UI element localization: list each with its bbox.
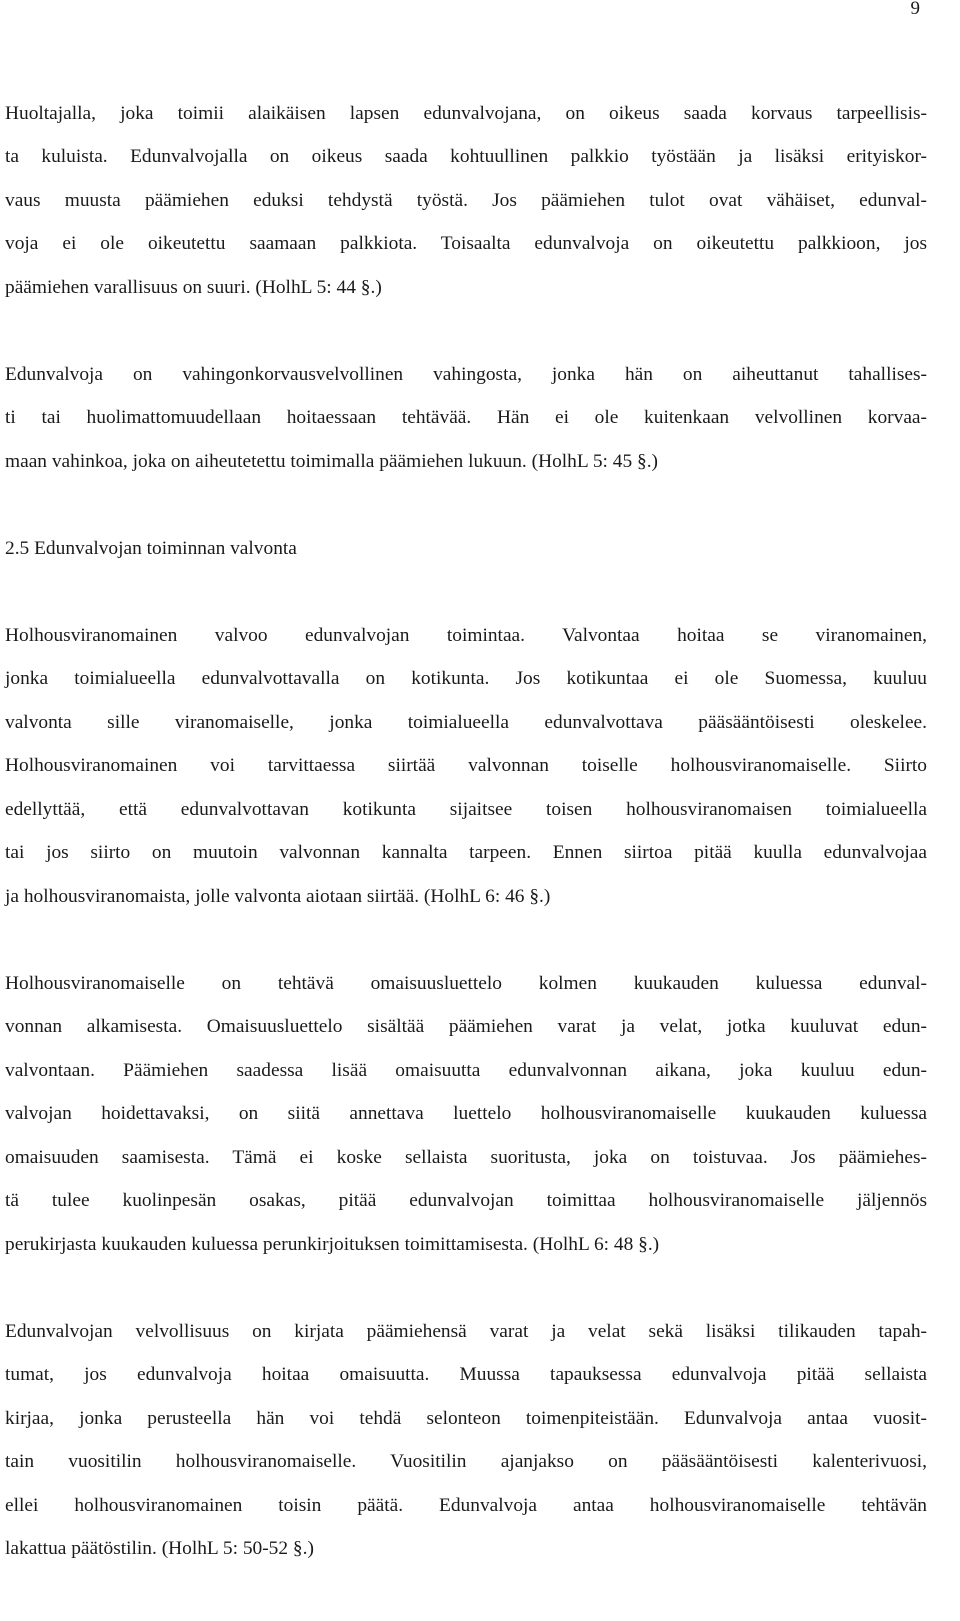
paragraph-4-line-5: omaisuuden saamisesta. Tämä ei koske sellaista suoritusta, joka on toistuvaa. Jos päämiehes- [5,1147,927,1168]
paragraph-3-line-4: Holhousviranomainen voi tarvittaessa siirtää valvonnan toiselle holhousviranomaiselle. Siirto [5,755,927,776]
paragraph-1-line-1: Huoltajalla, joka toimii alaikäisen lapsen edunvalvojana, on oikeus saada korvaus tarpeellisis- [5,103,927,124]
paragraph-4-line-7: perukirjasta kuukauden kuluessa perunkirjoituksen toimittamisesta. (HolhL 6: 48 §.) [5,1234,660,1255]
paragraph-5-line-4: tain vuositilin holhousviranomaiselle. Vuositilin ajanjakso on pääsääntöisesti kalenterivuosi, [5,1451,927,1472]
paragraph-5-line-5: ellei holhousviranomainen toisin päätä. Edunvalvoja antaa holhousviranomaiselle tehtävän [5,1495,927,1516]
paragraph-2-line-1: Edunvalvoja on vahingonkorvausvelvollinen vahingosta, jonka hän on aiheuttanut tahallises- [5,364,927,385]
paragraph-1-line-5: päämiehen varallisuus on suuri. (HolhL 5: 44 §.) [5,277,382,298]
paragraph-3-line-2: jonka toimialueella edunvalvottavalla on kotikunta. Jos kotikuntaa ei ole Suomessa, kuuluu [5,668,927,689]
paragraph-1-line-2: ta kuluista. Edunvalvojalla on oikeus saada kohtuullinen palkkio työstään ja lisäksi erityiskor- [5,146,927,167]
paragraph-3-line-3: valvonta sille viranomaiselle, jonka toimialueella edunvalvottava pääsääntöisesti oleskelee. [5,712,927,733]
paragraph-4-line-1: Holhousviranomaiselle on tehtävä omaisuusluettelo kolmen kuukauden kuluessa edunval- [5,973,927,994]
paragraph-1-line-4: voja ei ole oikeutettu saamaan palkkiota. Toisaalta edunvalvoja on oikeutettu palkkioon, jos [5,233,927,254]
paragraph-5-line-3: kirjaa, jonka perusteella hän voi tehdä selonteon toimenpiteistään. Edunvalvoja antaa vuosit- [5,1408,927,1429]
paragraph-2-line-2: ti tai huolimattomuudellaan hoitaessaan tehtävää. Hän ei ole kuitenkaan velvollinen korvaa- [5,407,927,428]
paragraph-3-line-1: Holhousviranomainen valvoo edunvalvojan toimintaa. Valvontaa hoitaa se viranomainen, [5,625,927,646]
paragraph-2-line-3: maan vahinkoa, joka on aiheutetettu toimimalla päämiehen lukuun. (HolhL 5: 45 §.) [5,451,659,472]
paragraph-4-line-2: vonnan alkamisesta. Omaisuusluettelo sisältää päämiehen varat ja velat, jotka kuuluvat edun- [5,1016,927,1037]
paragraph-3-line-7: ja holhousviranomaista, jolle valvonta aiotaan siirtää. (HolhL 6: 46 §.) [5,886,551,907]
paragraph-3-line-6: tai jos siirto on muutoin valvonnan kannalta tarpeen. Ennen siirtoa pitää kuulla edunvalvojaa [5,842,927,863]
paragraph-5-line-1: Edunvalvojan velvollisuus on kirjata päämiehensä varat ja velat sekä lisäksi tilikauden tapah- [5,1321,927,1342]
paragraph-4-line-4: valvojan hoidettavaksi, on siitä annettava luettelo holhousviranomaiselle kuukauden kuluessa [5,1103,927,1124]
paragraph-1-line-3: vaus muusta päämiehen eduksi tehdystä työstä. Jos päämiehen tulot ovat vähäiset, edunval- [5,190,927,211]
paragraph-4-line-3: valvontaan. Päämiehen saadessa lisää omaisuutta edunvalvonnan aikana, joka kuuluu edun- [5,1060,927,1081]
paragraph-5-line-6: lakattua päätöstilin. (HolhL 5: 50-52 §.) [5,1538,314,1559]
section-heading: 2.5 Edunvalvojan toiminnan valvonta [5,538,297,559]
page-number: 9 [910,0,920,19]
paragraph-5-line-2: tumat, jos edunvalvoja hoitaa omaisuutta. Muussa tapauksessa edunvalvoja pitää sellaista [5,1364,927,1385]
paragraph-3-line-5: edellyttää, että edunvalvottavan kotikunta sijaitsee toisen holhousviranomaisen toimialueella [5,799,927,820]
paragraph-4-line-6: tä tulee kuolinpesän osakas, pitää edunvalvojan toimittaa holhousviranomaiselle jäljennös [5,1190,927,1211]
